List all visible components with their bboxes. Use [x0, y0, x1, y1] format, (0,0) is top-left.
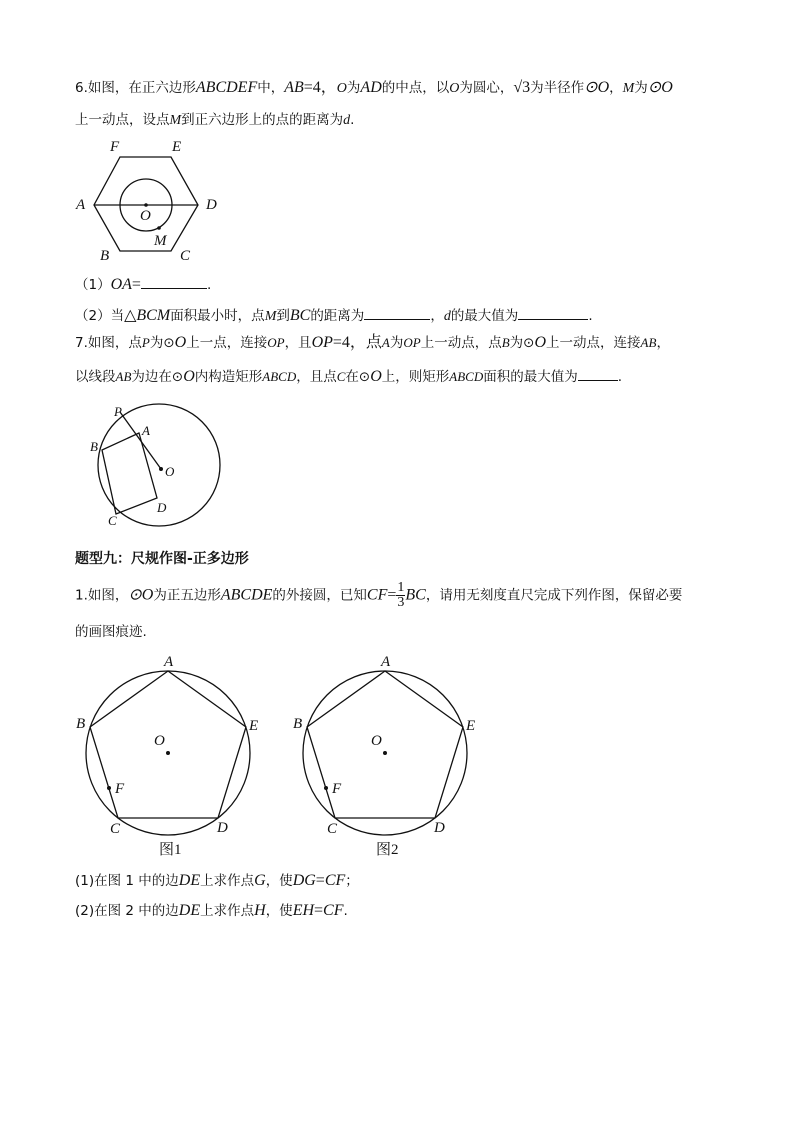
- q6-math: BCM: [136, 307, 171, 324]
- label-f: F: [332, 781, 342, 797]
- label-m: M: [154, 233, 167, 249]
- q7-text: 为⊙: [509, 335, 535, 351]
- label-a: A: [76, 197, 86, 213]
- q1-text: ，使: [265, 903, 293, 919]
- q1-text: 上求作点: [200, 903, 255, 919]
- q1-text: 上求作点: [200, 873, 255, 889]
- q7-math: OP: [403, 335, 421, 350]
- label-d: D: [217, 820, 228, 836]
- q6-text: 上一动点，设点: [75, 112, 170, 128]
- q6-math: =: [131, 276, 141, 293]
- q6-math-sqrt: √3: [513, 79, 531, 96]
- circle-rectangle-figure: [85, 400, 235, 535]
- q7-math: OP: [267, 335, 285, 350]
- q1-subquestion-2: [75, 901, 348, 921]
- answer-blank[interactable]: [141, 274, 207, 289]
- q1-math: ABCDE: [220, 586, 273, 604]
- point-o: [166, 751, 170, 755]
- label-b: B: [76, 716, 86, 732]
- q1-math: DE: [178, 872, 201, 889]
- q7-text: ，且点: [296, 369, 337, 385]
- label-c: C: [110, 821, 121, 837]
- q6-math: AB: [284, 79, 304, 96]
- pentagon-abcde: [307, 671, 463, 818]
- q6-text: 为圆心，: [459, 80, 514, 96]
- label-c: C: [108, 513, 117, 528]
- q7-math: C: [336, 369, 346, 384]
- q6-text: .: [588, 308, 593, 324]
- point-o: [144, 203, 148, 207]
- q7-line-1: [75, 333, 670, 353]
- q6-text: 为半径作: [530, 80, 585, 96]
- answer-blank[interactable]: [518, 305, 588, 320]
- point-o: [159, 467, 163, 471]
- figure-caption: 图1: [159, 842, 182, 858]
- q6-text: （2）当: [75, 308, 125, 324]
- q1-line-1: [75, 581, 682, 610]
- label-a: A: [142, 423, 150, 438]
- pentagon-figure-1: [72, 650, 272, 865]
- q6-text: 到: [276, 308, 290, 324]
- q1-text: 的外接圆，已知: [272, 587, 367, 604]
- q6-math: ⊙O: [647, 79, 673, 96]
- q1-math: CF: [324, 872, 346, 889]
- label-o: O: [371, 733, 382, 749]
- q1-text: 1.如图，: [75, 587, 129, 604]
- q1-math: CF: [366, 586, 388, 604]
- label-o: O: [154, 733, 165, 749]
- pentagon-figure-2: [289, 650, 489, 865]
- section-title: 题型九：尺规作图-正多边形: [75, 551, 249, 567]
- q1-math: =: [314, 902, 324, 919]
- label-d: D: [434, 820, 445, 836]
- q7-text: 在⊙: [345, 369, 371, 385]
- q7-math: ABCD: [262, 369, 297, 384]
- point-o: [383, 751, 387, 755]
- q1-line-2: 的画图痕迹.: [75, 624, 147, 640]
- fraction-denominator: 3: [397, 595, 405, 610]
- q6-math: ⊙O: [584, 79, 610, 96]
- q7-math: AB: [640, 335, 657, 350]
- q7-text: 面积的最大值为: [483, 369, 578, 385]
- q6-math: BC: [289, 307, 311, 324]
- q6-math: △: [124, 307, 137, 324]
- label-f: F: [115, 781, 125, 797]
- q1-math: DG: [292, 872, 316, 889]
- q6-text: 6.如图，在正六边形: [75, 80, 196, 96]
- q6-text: 中，: [257, 80, 285, 96]
- q6-text: .: [206, 277, 212, 293]
- answer-blank[interactable]: [578, 366, 618, 381]
- label-e: E: [172, 139, 182, 155]
- q6-math: d: [443, 309, 451, 324]
- q7-text: ，且: [284, 335, 312, 351]
- q7-math: OP: [311, 334, 333, 351]
- q6-text: ，: [609, 80, 623, 96]
- q1-text: (2)在图 2 中的边: [75, 903, 179, 919]
- q7-text: ，: [656, 335, 670, 351]
- q1-text: (1)在图 1 中的边: [75, 873, 179, 889]
- q1-subquestion-1: [75, 871, 359, 891]
- q1-math: EH: [292, 902, 315, 919]
- q7-math: O: [534, 334, 547, 351]
- q1-math: CF: [323, 902, 344, 919]
- q1-text: ，请用无刻度直尺完成下列作图，保留必要: [425, 587, 683, 604]
- q6-text: 面积最小时，点: [170, 308, 265, 324]
- q6-text: 为: [634, 80, 648, 96]
- q7-text: 以线段: [75, 369, 116, 385]
- q7-text: 为边在⊙: [131, 369, 184, 385]
- label-c: C: [327, 821, 338, 837]
- q7-text: 内构造矩形: [194, 369, 263, 385]
- point-f: [107, 786, 111, 790]
- q6-math: =4，: [303, 79, 337, 96]
- q6-math: d: [343, 113, 351, 128]
- hexagon-figure: [70, 135, 240, 265]
- pentagon-abcde: [90, 671, 246, 818]
- q7-text: 为: [389, 335, 404, 351]
- q1-text: ；: [345, 873, 359, 889]
- q7-math: A: [381, 335, 390, 350]
- q6-math: OA: [110, 276, 132, 293]
- q1-math: =: [387, 586, 397, 604]
- point-f: [324, 786, 328, 790]
- q7-math: O: [174, 334, 187, 351]
- q6-part-2: [75, 305, 593, 327]
- q1-math: G: [254, 872, 266, 889]
- q6-math: M: [169, 113, 182, 128]
- q7-math: P: [141, 335, 150, 350]
- q1-math: ⊙O: [128, 586, 154, 604]
- q6-text: .: [350, 112, 355, 128]
- label-d: D: [206, 197, 217, 213]
- q6-text: 的中点，以: [381, 80, 450, 96]
- q6-text: 的最大值为: [450, 308, 519, 324]
- q6-math: M: [622, 81, 635, 96]
- q7-text: 7.如图，点: [75, 335, 142, 351]
- q1-math: BC: [405, 586, 426, 604]
- q7-math: B: [501, 335, 510, 350]
- q1-math: =: [315, 872, 325, 889]
- q6-line-1: [75, 78, 673, 99]
- q7-text: .: [617, 369, 623, 385]
- q7-text: 上一点，连接: [186, 335, 268, 351]
- label-e: E: [249, 718, 259, 734]
- fraction-numerator: 1: [397, 580, 405, 595]
- q7-math: O: [370, 368, 382, 385]
- label-a: A: [164, 654, 174, 670]
- q1-text: 为正五边形: [153, 587, 221, 604]
- q7-text: 上一动点，连接: [546, 335, 641, 351]
- q7-math: AB: [115, 369, 132, 384]
- label-p: P: [114, 404, 122, 419]
- q6-text: ，: [430, 308, 444, 324]
- q7-text: 为⊙: [149, 335, 175, 351]
- label-o: O: [165, 464, 175, 479]
- label-c: C: [180, 248, 191, 264]
- answer-blank[interactable]: [364, 305, 430, 320]
- point-m: [157, 226, 161, 230]
- q6-math: O: [336, 81, 347, 96]
- q6-text: 到正六边形上的点的距离为: [181, 112, 344, 128]
- label-b: B: [293, 716, 303, 732]
- q1-text: ，使: [265, 873, 293, 889]
- q6-math: O: [449, 81, 460, 96]
- q6-line-2: [75, 110, 354, 131]
- q7-text: 上，则矩形: [381, 369, 450, 385]
- q7-math: =4，点: [332, 334, 382, 351]
- q6-math: AD: [360, 79, 382, 96]
- q6-text: 的距离为: [310, 308, 365, 324]
- q7-text: 上一动点，点: [420, 335, 502, 351]
- label-f: F: [110, 139, 120, 155]
- q6-part-1: [75, 274, 211, 295]
- q1-text: .: [343, 903, 348, 919]
- q6-text: 为: [346, 80, 361, 96]
- q7-math: ABCD: [449, 369, 484, 384]
- label-e: E: [466, 718, 476, 734]
- q1-math: H: [254, 902, 266, 919]
- q6-math: M: [264, 309, 277, 324]
- q1-math: DE: [178, 902, 201, 919]
- label-a: A: [381, 654, 391, 670]
- q6-math: ABCDEF: [195, 79, 258, 96]
- label-d: D: [157, 500, 167, 515]
- label-b: B: [90, 439, 98, 454]
- label-b: B: [100, 248, 110, 264]
- q7-line-2: [75, 366, 622, 387]
- q7-math: O: [183, 368, 195, 385]
- q6-text: （1）: [75, 277, 111, 293]
- figure-caption: 图2: [376, 842, 399, 858]
- label-o: O: [140, 208, 151, 224]
